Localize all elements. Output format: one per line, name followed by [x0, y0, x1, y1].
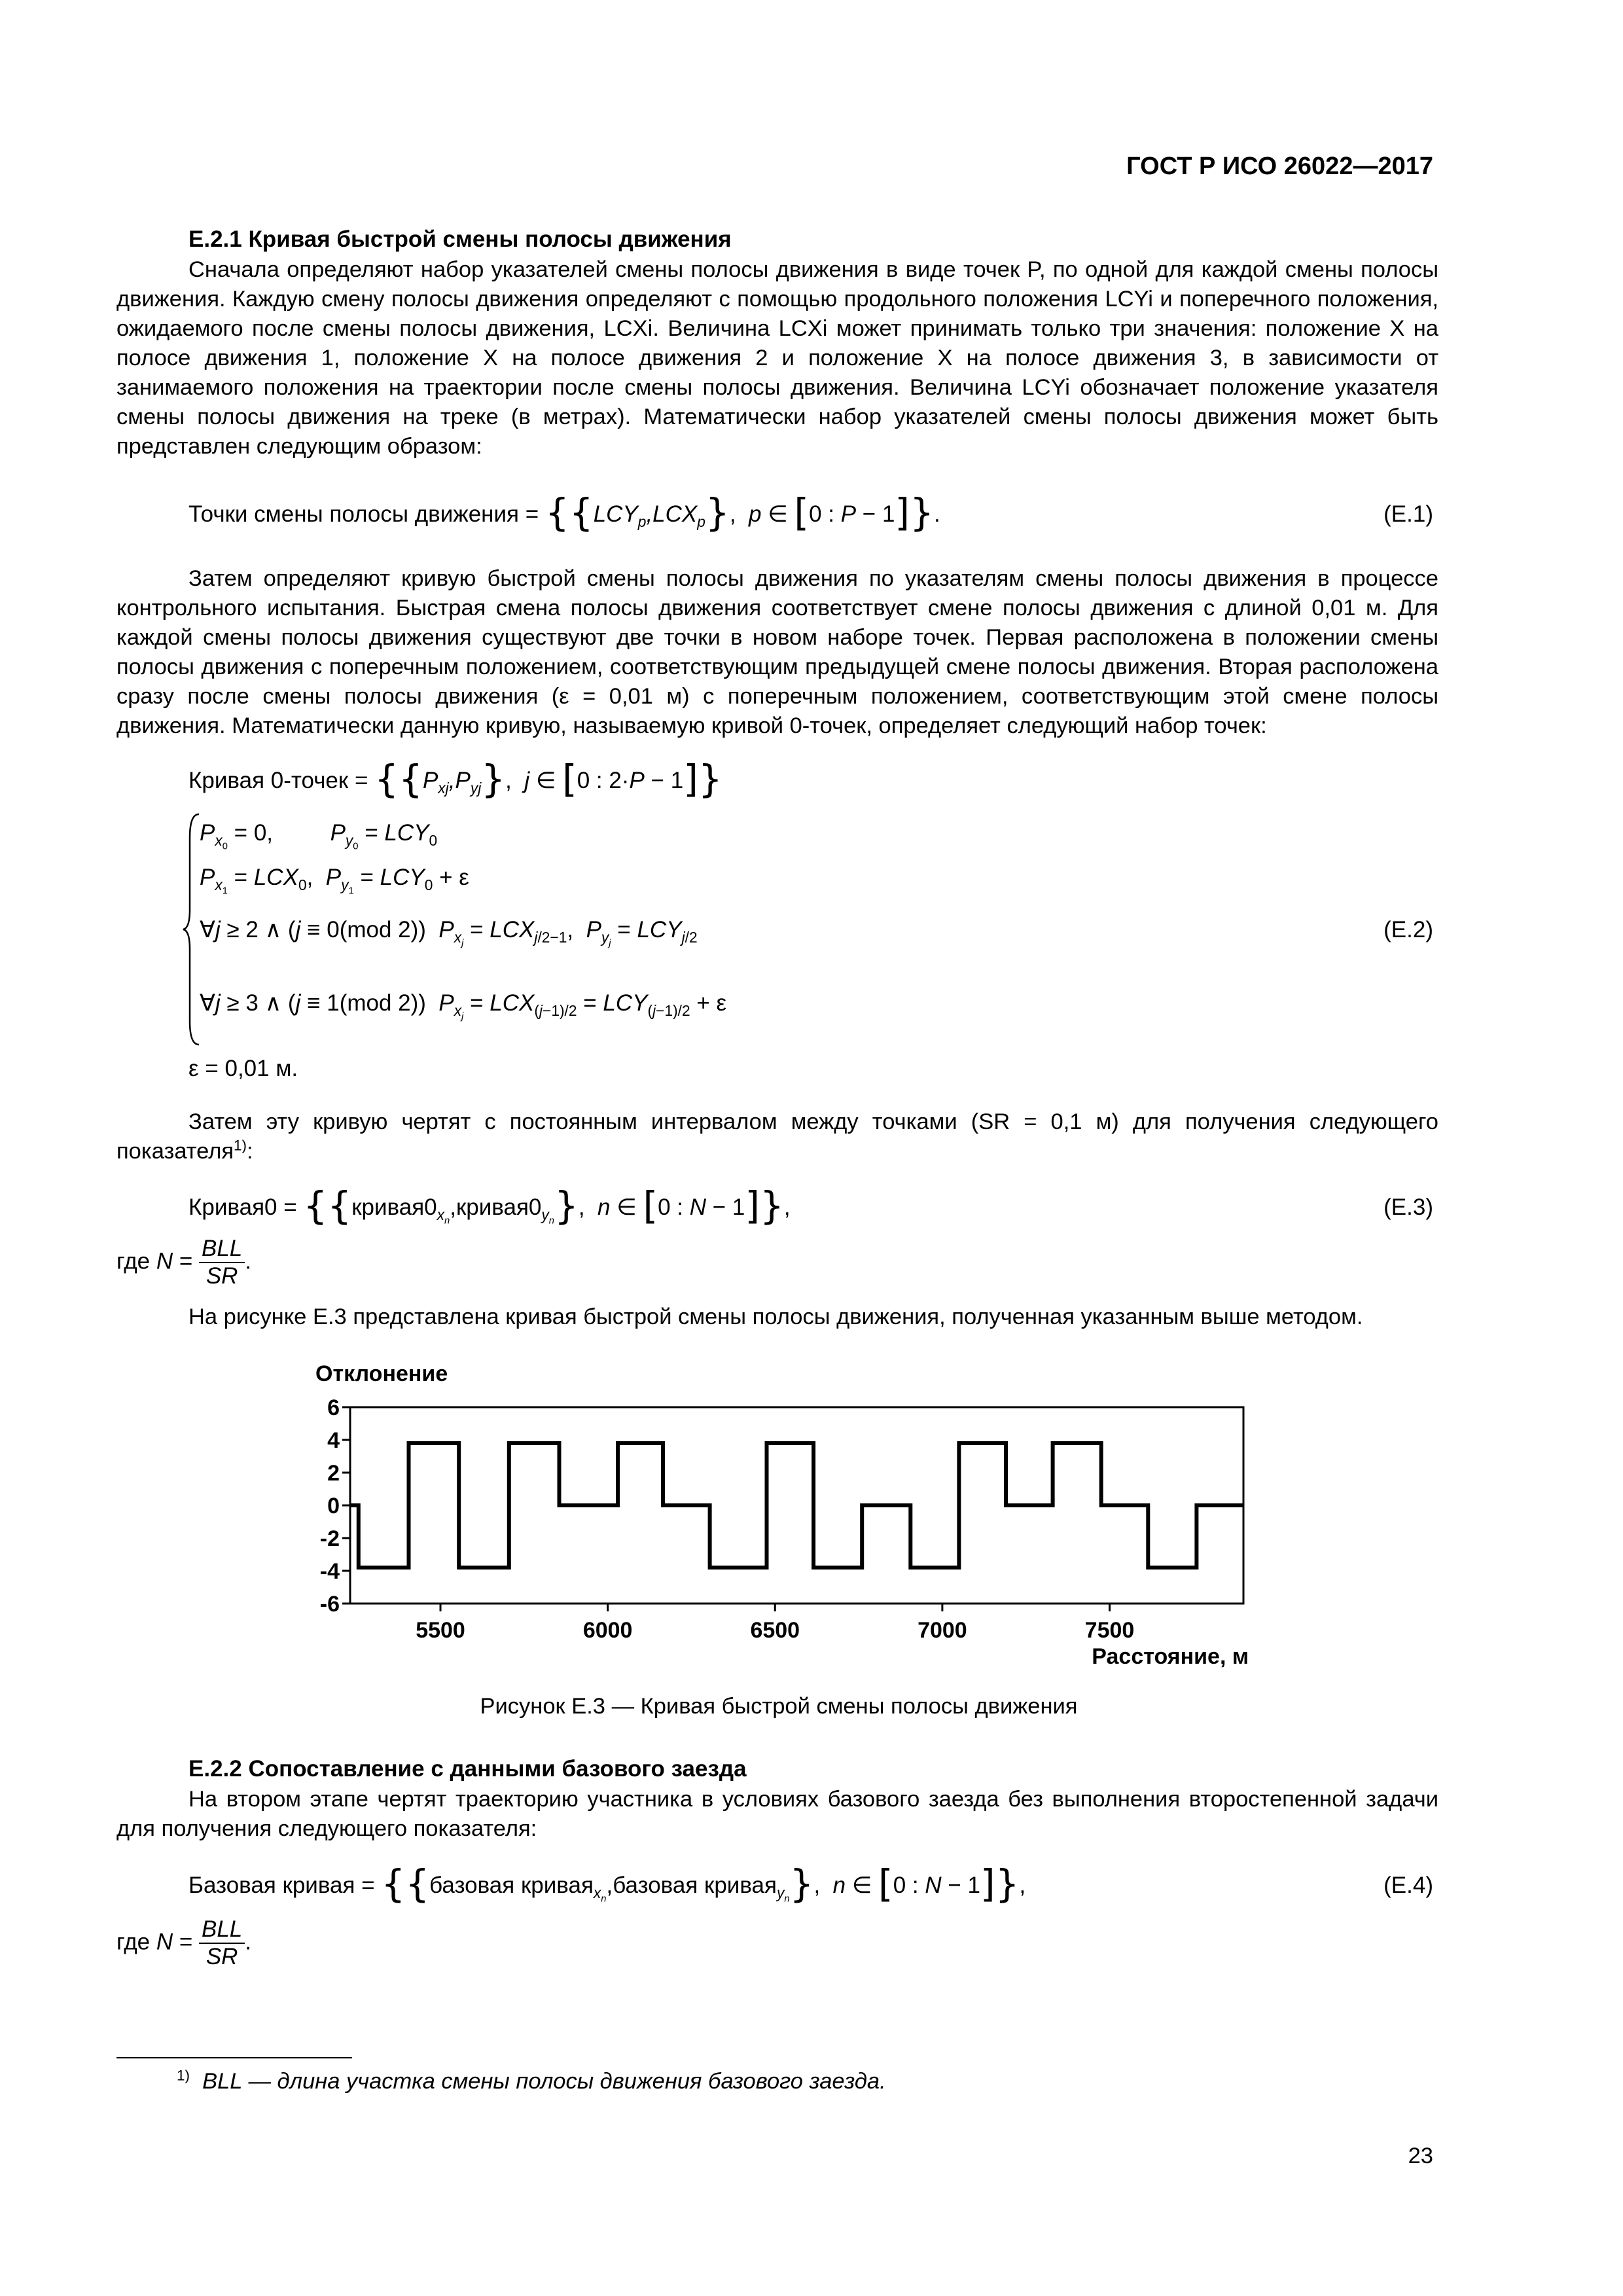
y-tick-label: -2 — [319, 1526, 340, 1551]
section-heading-e21: Е.2.1 Кривая быстрой смены полосы движения — [188, 226, 732, 252]
footnote-text: BLL — длина участка смены полосы движения базового заезда. — [202, 2069, 886, 2094]
where-word-e3: где — [116, 1248, 151, 1274]
lane-change-curve — [350, 1443, 1243, 1568]
x-tick-label: 6500 — [750, 1618, 800, 1643]
y-tick-label: 6 — [327, 1395, 340, 1420]
equation-number-e1: (Е.1) — [1383, 501, 1433, 527]
chart-x-axis-label: Расстояние, м — [1092, 1644, 1249, 1669]
paragraph-curve-sampling-text: Затем эту кривую чертят с постоянным интервалом между точками (SR = 0,1 м) для получения следующего показателя — [116, 1109, 1438, 1164]
figure-caption: Рисунок Е.3 — Кривая быстрой смены полосы движения — [480, 1694, 1078, 1719]
equation-number-e4: (Е.4) — [1383, 1873, 1433, 1898]
footnote-ref-1[interactable]: 1) — [234, 1137, 247, 1154]
where-clause-e4: где N = $\frac{\text{BLL}}{SR}$ . — [116, 1916, 252, 1970]
x-tick-label: 7000 — [918, 1618, 967, 1643]
formula-e2-brace — [182, 812, 202, 1047]
footnote-separator — [116, 2057, 352, 2058]
paragraph-curve-sampling-tail: : — [246, 1139, 253, 1164]
y-tick-label: 0 — [327, 1494, 340, 1518]
footnote — [177, 2067, 886, 2096]
formula-e2-line2: $P_{x_1} = LCX_0$, $P_{y_1} = LCY_0 + \varepsilon$ — [200, 865, 469, 897]
where-word-e4: где — [116, 1929, 151, 1955]
paragraph-baseline-run: На втором этапе чертят траекторию участника в условиях базового заезда без выполнения второстепенной задачи для получения следующего показателя: — [116, 1787, 1438, 1841]
formula-e3: Кривая0 = {$\{кривая0_{x_n},кривая0_{y_n}\}$, n ∈ [0 : N − 1]}, — [188, 1183, 791, 1228]
x-tick-label: 7500 — [1084, 1618, 1135, 1643]
y-tick-label: -6 — [319, 1592, 340, 1617]
chart-y-axis-label: Отклонение — [315, 1361, 448, 1386]
paragraph-lane-change-points: Сначала определяют набор указателей смены полосы движения в виде точек P, по одной для каждой смены полосы движения. Каждую смену полосы движения определяют с помощью продольного положения LCYi и поперечного положения, ожидаемого после смены полосы движения, LCXi. Величина LCXi может принимать только три значения: положение X на полосе движения 1, положение X на полосе движения 2 и положение X на полосе движения 3, в зависимости от занимаемого положения на траектории после смены полосы движения. Величина LCYi обозначает положение указателя смены полосы движения на треке (в метрах). Математически набор указателей смены полосы движения может быть представлен следующим образом: — [116, 257, 1438, 459]
where-clause-e3: где N = $\frac{\text{BLL}}{SR}$ . — [116, 1236, 252, 1289]
x-tick-label: 5500 — [416, 1618, 465, 1643]
x-tick-label: 6000 — [582, 1618, 633, 1643]
paragraph-curve-sampling — [116, 1107, 1438, 1166]
paragraph-fast-lane-change-curve: Затем определяют кривую быстрой смены полосы движения по указателям смены полосы движения в процессе контрольного испытания. Быстрая смена полосы движения соответствует смене полосы движения с длиной 0,01 м. Для каждой смены полосы движения существуют две точки в новом наборе точек. Первая расположена в положении смены полосы движения с поперечным положением, соответствующим предыдущей смене полосы движения. Вторая расположена сразу после смены полосы движения (ε = 0,01 м) с поперечным положением, соответствующим этой смене полосы движения. Математически данную кривую, называемую кривой 0-точек, определяет следующий набор точек: — [116, 566, 1438, 738]
equation-number-e3: (Е.3) — [1383, 1194, 1433, 1220]
y-tick-label: -4 — [319, 1559, 340, 1584]
formula-e4-label: Базовая кривая = — [188, 1873, 375, 1898]
formula-e1: Точки смены полосы движения = {$\{LCY_p,LCX_p\}$, p ∈ [0 : P − 1]}. — [188, 490, 940, 535]
formula-e2-line1: $P_{x_0} = 0$, $P_{y_0} = LCY_0$ — [200, 820, 438, 852]
document-header: ГОСТ Р ИСО 26022—2017 — [1126, 152, 1433, 180]
y-tick-label: 2 — [327, 1461, 340, 1486]
formula-e1-label: Точки смены полосы движения = — [188, 501, 539, 527]
section-heading-e22: Е.2.2 Сопоставление с данными базового заезда — [188, 1756, 747, 1782]
y-tick-label: 4 — [327, 1428, 340, 1453]
formula-e2-label: Кривая 0-точек = — [188, 768, 368, 793]
formula-e2-set: Кривая 0-точек = {$\{P_{xj},P_{yj}\}$, j ∈ [0 : 2·P − 1]} — [188, 757, 722, 801]
paragraph-figure-reference: На рисунке Е.3 представлена кривая быстрой смены полосы движения, полученная указанным выше методом. — [188, 1304, 1363, 1329]
formula-e2-line3: ∀j ≥ 2 ∧ (j ≡ 0(mod 2)) $P_{x_j} = LCX_{j/2-1}$, $P_{y_j} = LCY_{j/2}$ — [200, 917, 698, 949]
epsilon-definition: ε = 0,01 м. — [188, 1056, 298, 1081]
lane-change-chart — [288, 1355, 1296, 1669]
footnote-mark: 1) — [177, 2067, 190, 2084]
equation-number-e2: (Е.2) — [1383, 917, 1433, 942]
formula-e2-line4: ∀j ≥ 3 ∧ (j ≡ 1(mod 2)) $P_{x_j} = LCX_{(j-1)/2} = LCY_{(j-1)/2} + \varepsilon$ — [200, 990, 727, 1022]
formula-e4: Базовая кривая = {{базовая кривая$_{x_n}$,базовая кривая$_{y_n}$}, n ∈ [0 : N − 1]}, — [188, 1861, 1026, 1906]
formula-e3-label: Кривая0 = — [188, 1194, 297, 1220]
page-number: 23 — [1408, 2144, 1433, 2168]
